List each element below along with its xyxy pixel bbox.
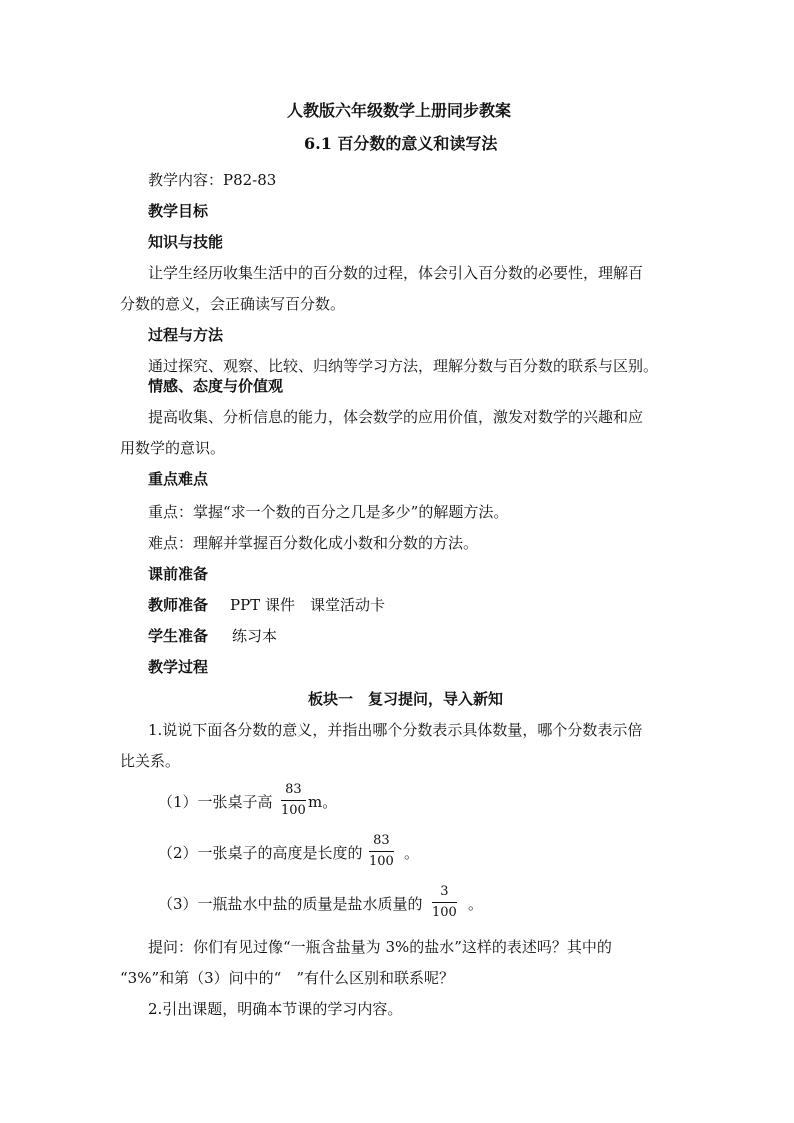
item3-suffix: 。 <box>468 895 484 913</box>
block1-title: 板块一 复习提问，导入新知 <box>308 690 504 708</box>
prep-heading: 课前准备 <box>148 565 209 583</box>
goals-heading: 教学目标 <box>148 202 209 220</box>
fraction-numerator: 83 <box>281 782 306 801</box>
emotion-text-line1: 提高收集、分析信息的能力，体会数学的应用价值，激发对数学的兴趣和应 <box>148 408 644 426</box>
fraction-numerator: 3 <box>432 884 457 903</box>
lesson-title: 6.1 百分数的意义和读写法 <box>304 134 498 153</box>
ask-line1: 提问：你们有见过像“一瓶含盐量为 3%的盐水”这样的表述吗？其中的 <box>148 938 612 956</box>
fraction-numerator: 83 <box>369 833 394 852</box>
emotion-text-line2: 用数学的意识。 <box>120 439 226 457</box>
ask-line2: “3%”和第（3）问中的“ ”有什么区别和联系呢？ <box>120 969 455 987</box>
knowledge-heading: 知识与技能 <box>148 233 224 251</box>
knowledge-text-line1: 让学生经历收集生活中的百分数的过程，体会引入百分数的必要性，理解百 <box>148 264 644 282</box>
focus-heading: 重点难点 <box>148 470 209 488</box>
teaching-content: 教学内容：P82-83 <box>148 171 277 189</box>
item1-text: （1）一张桌子高 <box>158 793 273 811</box>
item1-suffix: m。 <box>308 793 338 811</box>
process-text: 通过探究、观察、比较、归纳等学习方法，理解分数与百分数的联系与区别。 <box>148 357 659 375</box>
teacher-prep-label: 教师准备 <box>148 596 209 614</box>
question1-line1: 1.说说下面各分数的意义，并指出哪个分数表示具体数量，哪个分数表示倍 <box>148 721 643 739</box>
student-prep-label: 学生准备 <box>148 627 209 645</box>
key-point: 重点：掌握“求一个数的百分之几是多少”的解题方法。 <box>148 503 509 521</box>
process-section-heading: 教学过程 <box>148 658 209 676</box>
item3-fraction <box>432 884 457 921</box>
fraction-denominator: 100 <box>432 905 457 920</box>
document-title: 人教版六年级数学上册同步教案 <box>287 101 512 120</box>
item1-fraction <box>281 782 306 819</box>
fraction-denominator: 100 <box>369 854 394 869</box>
item2-fraction <box>369 833 394 870</box>
question2: 2.引出课题，明确本节课的学习内容。 <box>148 1000 403 1018</box>
item3-text: （3）一瓶盐水中盐的质量是盐水质量的 <box>158 895 423 913</box>
emotion-heading: 情感、态度与价值观 <box>148 377 284 395</box>
knowledge-text-line2: 分数的意义，会正确读写百分数。 <box>120 295 346 313</box>
question1-line2: 比关系。 <box>120 752 181 770</box>
item2-suffix: 。 <box>404 844 420 862</box>
student-prep-items: 练习本 <box>232 627 278 645</box>
fraction-denominator: 100 <box>281 803 306 818</box>
difficult-point: 难点：理解并掌握百分数化成小数和分数的方法。 <box>148 534 479 552</box>
process-heading: 过程与方法 <box>148 326 224 344</box>
item2-text: （2）一张桌子的高度是长度的 <box>158 844 363 862</box>
teacher-prep-items: PPT 课件 课堂活动卡 <box>230 596 385 614</box>
